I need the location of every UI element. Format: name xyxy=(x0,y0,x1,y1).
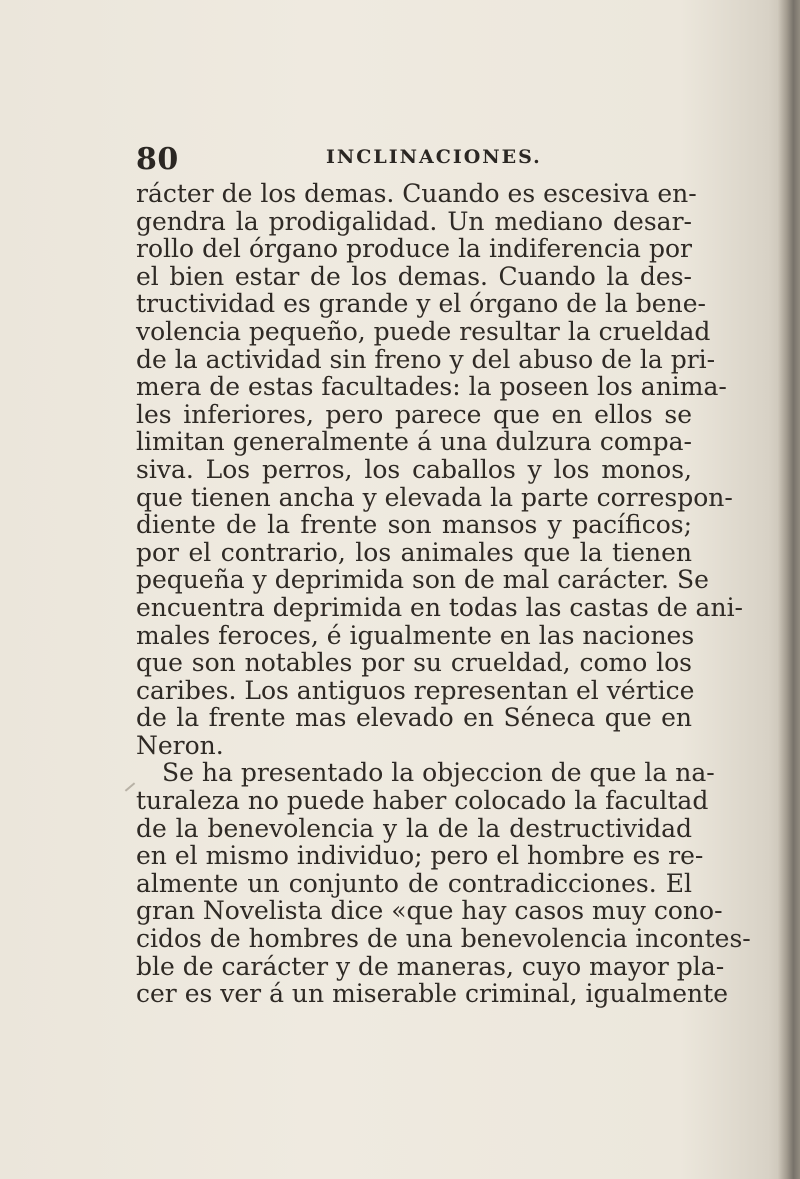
text-line: gran Novelista dice «que hay casos muy cono- xyxy=(136,896,723,926)
text-line: pequeña y deprimida son de mal carácter. Se xyxy=(136,565,709,595)
text-line: males feroces, é igualmente en las naciones xyxy=(136,620,695,650)
text-line: tructividad es grande y el órgano de la bene- xyxy=(136,289,706,319)
text-line: en el mismo individuo; pero el hombre es re- xyxy=(136,841,704,871)
text-line: cer es ver á un miserable criminal, igualmente xyxy=(136,979,728,1009)
text-line: limitan generalmente á una dulzura compa- xyxy=(136,427,692,457)
text-line: ble de carácter y de maneras, cuyo mayor pla- xyxy=(136,951,725,981)
text-line: siva. Los perros, los caballos y los monos, xyxy=(136,454,692,484)
text-line: que son notables por su crueldad, como los xyxy=(136,648,692,678)
text-line: que tienen ancha y elevada la parte correspon- xyxy=(136,482,733,512)
text-line: encuentra deprimida en todas las castas de ani- xyxy=(136,592,744,622)
text-line: les inferiores, pero parece que en ellos se xyxy=(136,399,692,429)
text-line: diente de la frente son mansos y pacíficos; xyxy=(136,510,692,540)
page-header xyxy=(0,142,800,177)
paragraph-start-line: Se ha presentado la objeccion de que la na- xyxy=(162,758,715,788)
text-line: almente un conjunto de contradicciones. El xyxy=(136,868,692,898)
text-line: de la actividad sin freno y del abuso de la pri- xyxy=(136,344,716,374)
text-line: cidos de hombres de una benevolencia incontes- xyxy=(136,924,751,954)
text-line: volencia pequeño, puede resultar la crueldad xyxy=(136,316,711,346)
text-line: caribes. Los antiguos representan el vértice xyxy=(136,675,695,705)
text-line: rollo del órgano produce la indiferencia por xyxy=(136,234,692,264)
page-number: 80 xyxy=(136,142,179,177)
body-text xyxy=(136,179,751,1009)
text-line: por el contrario, los animales que la tienen xyxy=(136,537,692,567)
text-line: de la benevolencia y la de la destructividad xyxy=(136,813,692,843)
text-line: el bien estar de los demas. Cuando la des- xyxy=(136,261,692,291)
margin-mark xyxy=(125,782,135,791)
text-line: mera de estas facultades: la poseen los anima- xyxy=(136,372,727,402)
book-spine-shadow xyxy=(778,0,800,1179)
text-line: gendra la prodigalidad. Un mediano desar- xyxy=(136,206,692,236)
text-line: rácter de los demas. Cuando es escesiva en- xyxy=(136,179,697,208)
text-line: de la frente mas elevado en Séneca que en xyxy=(136,703,692,733)
running-head: INCLINACIONES. xyxy=(326,146,542,168)
paragraph-end-line: Neron. xyxy=(136,730,224,760)
text-line: turaleza no puede haber colocado la facultad xyxy=(136,786,709,816)
